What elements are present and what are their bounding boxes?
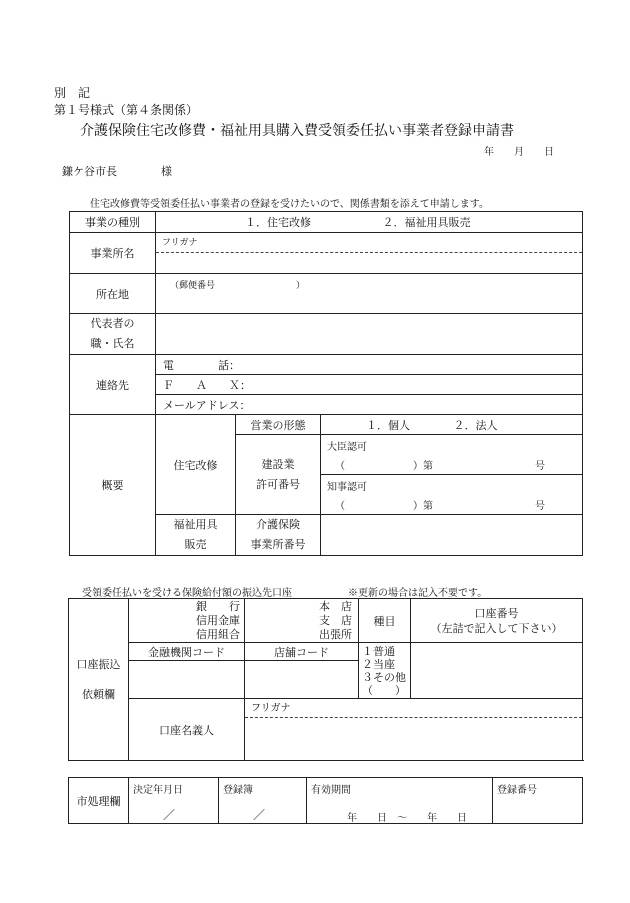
- account-kind-label: 種目: [359, 599, 411, 643]
- account-number-field[interactable]: [411, 643, 583, 699]
- application-table: [69, 211, 583, 556]
- transfer-request-label: [69, 599, 129, 761]
- type-housing[interactable]: １．住宅改修: [245, 216, 311, 229]
- tel-field[interactable]: [156, 355, 583, 375]
- rep-label-1: 代表者の: [90, 317, 135, 330]
- contact-label: 連絡先: [70, 355, 156, 415]
- page-title: 介護保険住宅改修費・福祉用具購入費受領委任払い事業者登録申請書: [80, 123, 514, 139]
- governor-permit-field[interactable]: [321, 475, 583, 515]
- care-no-label-1: 介護保険: [256, 518, 300, 531]
- housing-label: 住宅改修: [156, 415, 236, 515]
- bank-name-field[interactable]: [129, 599, 245, 643]
- permit-label-2: 許可番号: [256, 477, 300, 491]
- overview-label: 概要: [70, 415, 156, 556]
- bank-type-2: 信用金庫: [196, 613, 240, 627]
- transfer-label-1: 口座振込: [76, 657, 121, 671]
- bank-note: 受領委任払いを受ける保険給付額の振込先口座: [82, 588, 292, 599]
- register-slash: ／: [253, 808, 266, 822]
- decision-slash: ／: [163, 808, 176, 822]
- bank-type-3: 信用組合: [196, 627, 240, 641]
- paren-open: （: [335, 461, 345, 472]
- paren-close: ）第: [413, 461, 433, 472]
- office-name-label: 事業所名: [70, 233, 156, 274]
- care-office-no-label: [236, 515, 321, 556]
- reg-number-label: 登録番号: [497, 785, 537, 796]
- date-field[interactable]: 年 月 日: [484, 147, 554, 158]
- paren-close: ）第: [413, 501, 433, 512]
- branch-type-1: 本 店: [319, 599, 352, 613]
- bekki-label: 別 記: [54, 86, 91, 100]
- furigana-label: フリガナ: [162, 238, 198, 248]
- reg-number-field[interactable]: [493, 778, 583, 824]
- kind-other-paren: （ ）: [362, 684, 406, 697]
- business-form-options[interactable]: [321, 415, 583, 435]
- kind-current[interactable]: ２当座: [362, 658, 395, 671]
- city-processing-table: [68, 777, 583, 824]
- account-no-label-1: 口座番号: [474, 606, 519, 620]
- office-name-field[interactable]: [156, 233, 583, 274]
- go-label: 号: [535, 501, 545, 512]
- account-number-label: [411, 599, 583, 643]
- welfare-label: [156, 515, 236, 556]
- business-type-label: 事業の種別: [70, 212, 156, 233]
- holder-furigana: フリガナ: [251, 703, 291, 714]
- kind-other[interactable]: ３その他: [362, 671, 406, 684]
- validity-range: 年 日 〜 年 日: [347, 813, 467, 824]
- account-holder-field[interactable]: [245, 699, 583, 761]
- transfer-label-2: 依頼欄: [82, 687, 115, 701]
- update-note: ※更新の場合は記入不要です。: [348, 588, 488, 599]
- fax-label: Ｆ Ａ Ｘ：: [163, 378, 251, 392]
- account-no-label-2: （左詰で記入して下さい）: [430, 621, 563, 635]
- permit-label-1: 建設業: [261, 457, 295, 471]
- bank-type-1: 銀 行: [196, 599, 240, 613]
- register-label: 登録簿: [223, 785, 253, 796]
- governor-label: 知事認可: [327, 482, 367, 493]
- minister-label: 大臣認可: [327, 442, 367, 453]
- welfare-label-2: 販売: [184, 538, 207, 551]
- city-processing-label: 市処理欄: [69, 778, 129, 824]
- minister-permit-field[interactable]: [321, 435, 583, 475]
- permit-label: [236, 435, 321, 515]
- decision-date-field[interactable]: [129, 778, 219, 824]
- address-field[interactable]: [156, 274, 583, 314]
- form-corporate[interactable]: ２．法人: [453, 418, 498, 432]
- tel-label: 電 話：: [163, 358, 240, 372]
- register-field[interactable]: [219, 778, 307, 824]
- validity-field[interactable]: [307, 778, 493, 824]
- branch-code-field[interactable]: [245, 661, 359, 699]
- account-kind-field[interactable]: [359, 643, 411, 699]
- postal-code: （郵便番号 ）: [170, 281, 306, 291]
- account-holder-label: 口座名義人: [129, 699, 245, 761]
- go-label: 号: [535, 461, 545, 472]
- fin-code-field[interactable]: [129, 661, 245, 699]
- decision-date-label: 決定年月日: [133, 785, 183, 796]
- bank-table: [68, 598, 583, 761]
- branch-type-3: 出張所: [319, 627, 352, 641]
- mail-field[interactable]: [156, 395, 583, 415]
- welfare-label-1: 福祉用具: [173, 518, 218, 531]
- mail-label: メールアドレス：: [163, 398, 251, 412]
- address-label: 所在地: [70, 274, 156, 314]
- care-office-no-field[interactable]: [321, 515, 583, 556]
- validity-label: 有効期間: [311, 785, 351, 796]
- branch-code-label: 店舗コード: [245, 643, 359, 661]
- representative-label: [70, 314, 156, 355]
- fin-code-label: 金融機関コード: [129, 643, 245, 661]
- intro-text: 住宅改修費等受領委任払い事業者の登録を受けたいので、関係書類を添えて申請します。: [90, 199, 489, 210]
- branch-name-field[interactable]: [245, 599, 359, 643]
- rep-label-2: 職・氏名: [90, 337, 135, 350]
- branch-type-2: 支 店: [319, 613, 352, 627]
- form-number: 第１号様式（第４条関係）: [54, 103, 199, 117]
- business-form-label: 営業の形態: [236, 415, 321, 435]
- kind-ordinary[interactable]: １普通: [362, 645, 395, 658]
- representative-field[interactable]: [156, 314, 583, 355]
- care-no-label-2: 事業所番号: [250, 538, 306, 551]
- form-individual[interactable]: １．個人: [366, 418, 410, 432]
- fax-field[interactable]: [156, 375, 583, 395]
- addressee: 鎌ケ谷市長 様: [62, 165, 172, 178]
- type-welfare[interactable]: ２．福祉用具販売: [382, 216, 471, 229]
- paren-open: （: [335, 501, 345, 512]
- business-type-options[interactable]: [156, 212, 583, 233]
